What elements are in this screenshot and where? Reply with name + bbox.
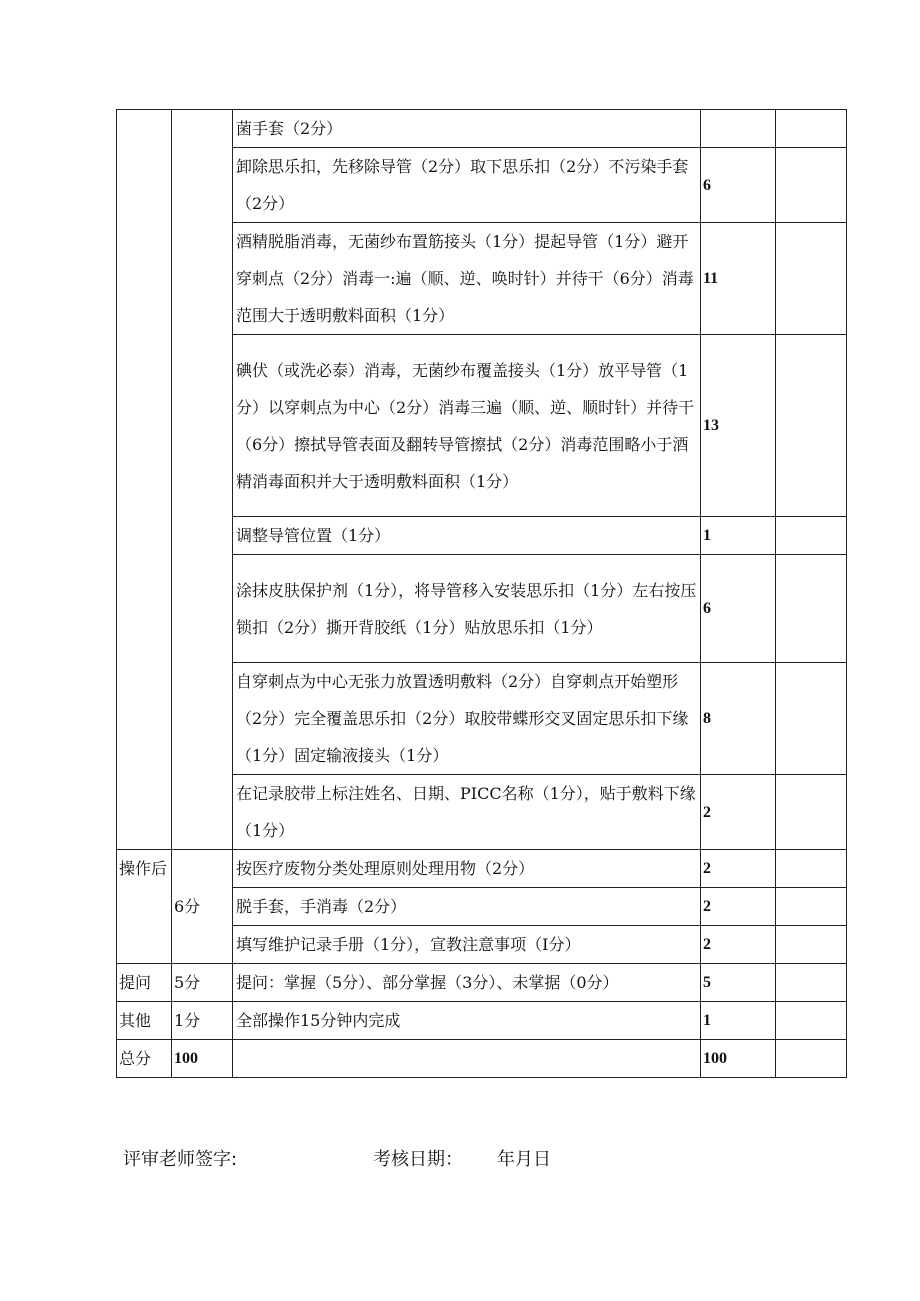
deduction-cell bbox=[776, 1040, 847, 1078]
deduction-cell bbox=[776, 148, 847, 223]
deduction-cell bbox=[776, 335, 847, 517]
points-cell bbox=[701, 110, 776, 148]
deduction-cell bbox=[776, 223, 847, 335]
exam-date-label: 考核日期： bbox=[373, 1149, 463, 1170]
table-row bbox=[117, 1040, 847, 1078]
exam-date-value: 年月日 bbox=[497, 1149, 551, 1170]
points-cell: 2 bbox=[701, 775, 776, 850]
category-cell: 其他 bbox=[117, 1002, 172, 1040]
points-cell: 5 bbox=[701, 964, 776, 1002]
deduction-cell bbox=[776, 964, 847, 1002]
category-cell bbox=[117, 110, 172, 850]
category-cell: 总分 bbox=[117, 1040, 172, 1078]
deduction-cell bbox=[776, 663, 847, 775]
deduction-cell bbox=[776, 850, 847, 888]
item-text: 自穿刺点为中心无张力放置透明敷料（2分）自穿刺点开始塑形（2分）完全覆盖思乐扣（2分）取胶带蝶形交叉固定思乐扣下缘（1分）固定输液接头（1分） bbox=[233, 663, 701, 775]
points-cell: 2 bbox=[701, 850, 776, 888]
points-cell: 6 bbox=[701, 555, 776, 663]
item-text: 涂抹皮肤保护剂（1分），将导管移入安装思乐扣（1分）左右按压锁扣（2分）撕开背胶纸（1分）贴放思乐扣（1分） bbox=[233, 555, 701, 663]
deduction-cell bbox=[776, 1002, 847, 1040]
points-cell: 100 bbox=[701, 1040, 776, 1078]
points-cell: 13 bbox=[701, 335, 776, 517]
category-cell: 操作后 bbox=[117, 850, 172, 964]
item-text: 填写维护记录手册（1分），宣教注意事项（I分） bbox=[233, 926, 701, 964]
item-text: 调整导管位置（1分） bbox=[233, 517, 701, 555]
item-text bbox=[233, 1040, 701, 1078]
category-cell: 提问 bbox=[117, 964, 172, 1002]
points-cell: 2 bbox=[701, 926, 776, 964]
table-row bbox=[117, 110, 847, 148]
points-cell: 6 bbox=[701, 148, 776, 223]
reviewer-signature-label: 评审老师签字: bbox=[123, 1149, 238, 1170]
deduction-cell bbox=[776, 110, 847, 148]
deduction-cell bbox=[776, 888, 847, 926]
item-text: 酒精脱脂消毒，无菌纱布置筋接头（1分）提起导管（1分）避开穿刺点（2分）消毒一:遍（顺、逆、唤时针）并待干（6分）消毒范围大于透明敷料面积（1分） bbox=[233, 223, 701, 335]
item-text: 提问：掌握（5分）、部分掌握（3分）、未掌据（0分） bbox=[233, 964, 701, 1002]
category-score-cell: 5分 bbox=[172, 964, 233, 1002]
points-cell: 1 bbox=[701, 517, 776, 555]
scoring-table bbox=[116, 109, 847, 1078]
item-text: 菌手套（2分） bbox=[233, 110, 701, 148]
category-score-cell: 1分 bbox=[172, 1002, 233, 1040]
points-cell: 8 bbox=[701, 663, 776, 775]
deduction-cell bbox=[776, 775, 847, 850]
item-text: 脱手套，手消毒（2分） bbox=[233, 888, 701, 926]
table-row bbox=[117, 1002, 847, 1040]
points-cell: 2 bbox=[701, 888, 776, 926]
deduction-cell bbox=[776, 555, 847, 663]
category-score-cell: 6分 bbox=[172, 850, 233, 964]
category-score-cell: 100 bbox=[172, 1040, 233, 1078]
item-text: 在记录胶带上标注姓名、日期、PICC名称（1分），贴于敷料下缘（1分） bbox=[233, 775, 701, 850]
deduction-cell bbox=[776, 517, 847, 555]
item-text: 碘伏（或洗必泰）消毒，无菌纱布覆盖接头（1分）放平导管（1分）以穿刺点为中心（2分）消毒三遍（顺、逆、顺时针）并待干（6分）擦拭导管表面及翻转导管擦拭（2分）消毒范围略小于酒精消毒面积并大于透明敷料面积（1分） bbox=[233, 335, 701, 517]
table-row bbox=[117, 850, 847, 888]
points-cell: 11 bbox=[701, 223, 776, 335]
item-text: 全部操作15分钟内完成 bbox=[233, 1002, 701, 1040]
category-score-cell bbox=[172, 110, 233, 850]
points-cell: 1 bbox=[701, 1002, 776, 1040]
item-text: 按医疗废物分类处理原则处理用物（2分） bbox=[233, 850, 701, 888]
item-text: 卸除思乐扣，先移除导管（2分）取下思乐扣（2分）不污染手套（2分） bbox=[233, 148, 701, 223]
table-row bbox=[117, 964, 847, 1002]
deduction-cell bbox=[776, 926, 847, 964]
